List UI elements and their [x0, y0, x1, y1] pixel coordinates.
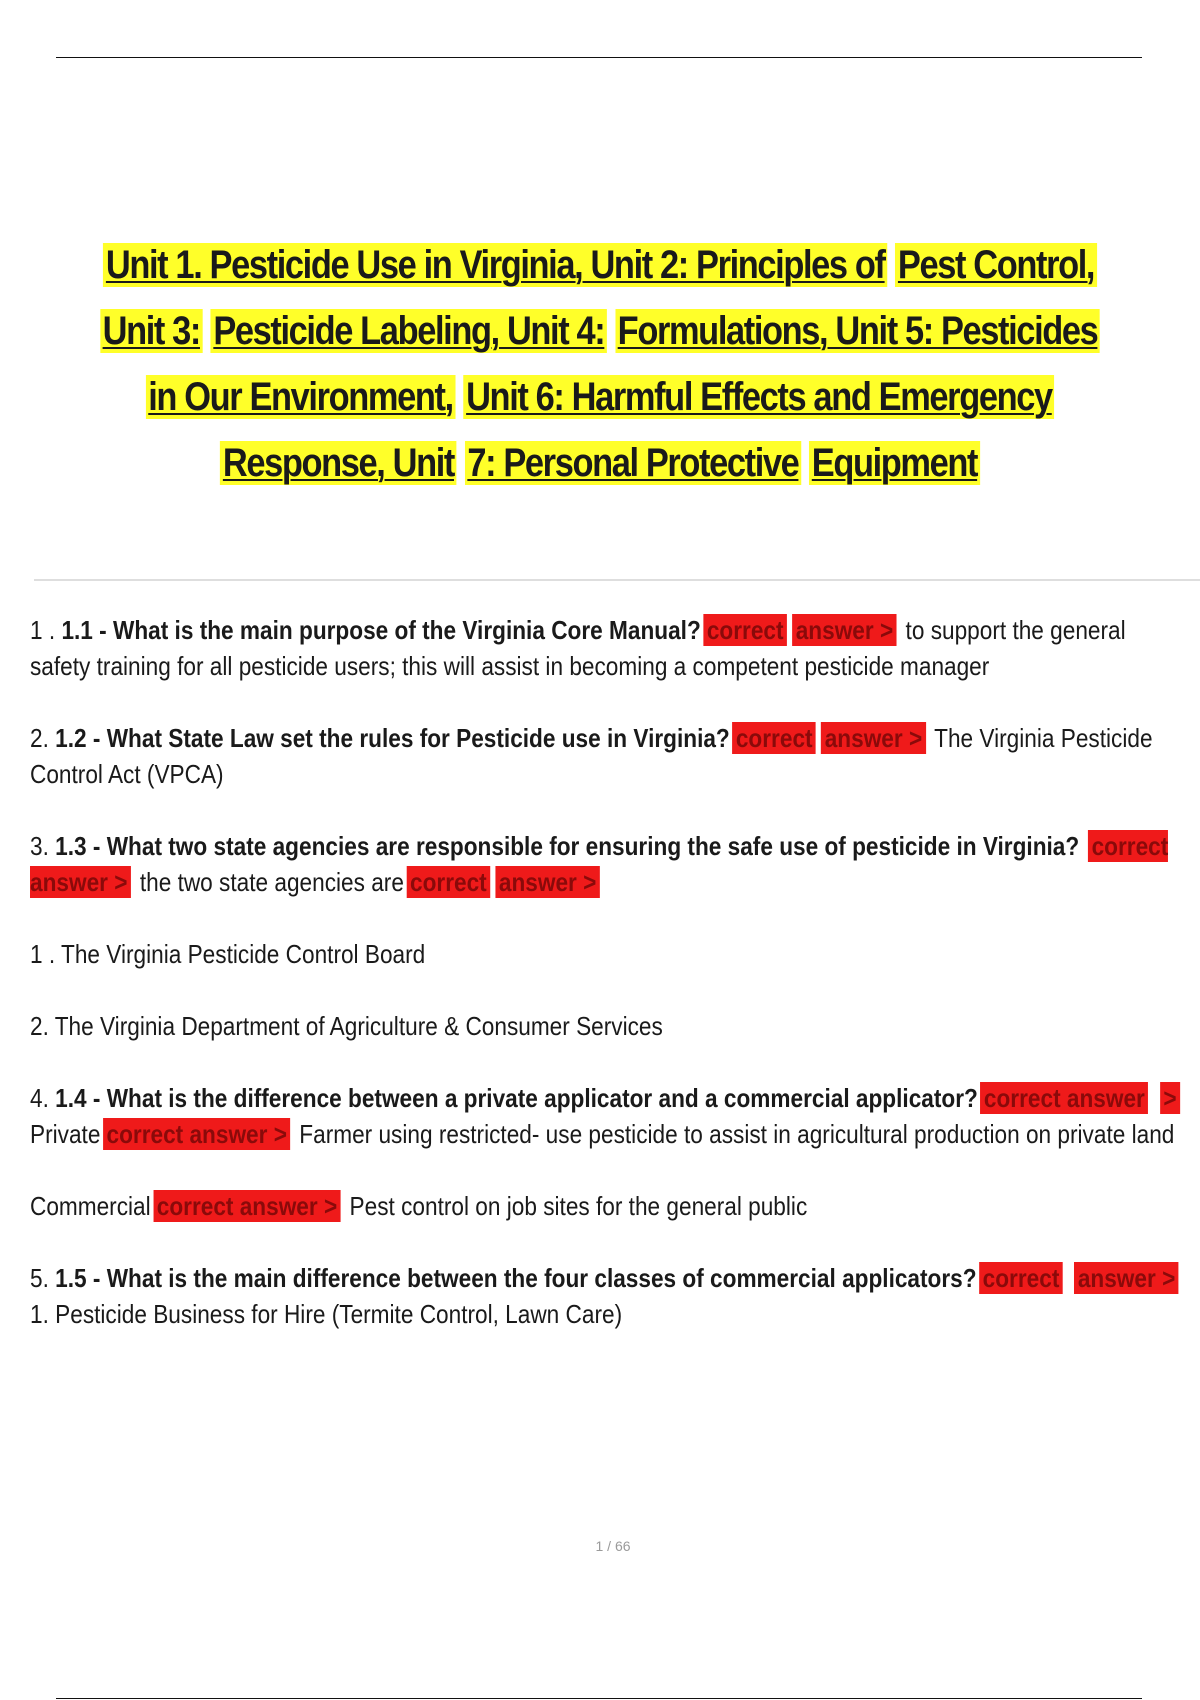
item-number: 3. — [30, 831, 56, 861]
answer-tag: answer > — [1074, 1262, 1178, 1294]
item-number: 1 . — [30, 615, 62, 645]
answer-text: Pest control on job sites for the general public — [349, 1191, 808, 1221]
answer-text: to support the general safety training for all pesticide users; this will assist in becoming a competent pesticide manager — [30, 615, 1126, 681]
qa-item-1 — [30, 612, 1187, 684]
qa-item-4 — [30, 1080, 1187, 1152]
answer-tag: correct — [407, 866, 491, 898]
answer-tag: answer > — [821, 722, 925, 754]
list-item: 1 . The Virginia Pesticide Control Board — [30, 939, 426, 969]
qa-item-5 — [30, 1260, 1187, 1332]
top-rule — [56, 57, 1142, 58]
page-number: 1 / 66 — [595, 1538, 631, 1554]
answer-text: 1. Pesticide Business for Hire (Termite Control, Lawn Care) — [30, 1299, 623, 1329]
answer-label: Commercial — [30, 1191, 151, 1221]
answer-tag: correct answer > — [153, 1190, 340, 1222]
section-divider — [34, 579, 1200, 581]
answer-tag: correct — [703, 614, 787, 646]
list-item: 2. The Virginia Department of Agriculture & Consumer Services — [30, 1011, 663, 1041]
title-segment: Unit 6: Harmful Effects and Emergency Response, Unit — [220, 375, 1054, 485]
item-number: 5. — [30, 1263, 56, 1293]
answer-tag: correct — [732, 722, 816, 754]
qa-item-4-commercial — [30, 1188, 1187, 1224]
answer-text: The Virginia Pesticide Control Act (VPCA) — [30, 723, 1153, 789]
bottom-rule — [56, 1698, 1142, 1699]
qa-item-2 — [30, 720, 1187, 792]
answer-text: Farmer using restricted- use pesticide to assist in agricultural production on private land — [299, 1119, 1175, 1149]
qa-content — [30, 612, 1187, 1368]
question-text: 1.1 - What is the main purpose of the Virginia Core Manual? — [61, 615, 701, 645]
answer-tag: correct answer — [980, 1082, 1148, 1114]
question-text: 1.3 - What two state agencies are responsible for ensuring the safe use of pesticide in Virginia? — [55, 831, 1080, 861]
item-number: 4. — [30, 1083, 56, 1113]
answer-tag: > — [1160, 1082, 1180, 1114]
item-number: 2. — [30, 723, 56, 753]
title-segment: Pesticide Labeling, Unit 4: — [211, 309, 607, 353]
question-text: 1.2 - What State Law set the rules for Pesticide use in Virginia? — [55, 723, 730, 753]
question-text: 1.4 - What is the difference between a private applicator and a commercial applicator? — [55, 1083, 978, 1113]
title-segment: Equipment — [809, 441, 980, 485]
answer-tag: answer > — [495, 866, 599, 898]
title-segment: Formulations, Unit 5: Pesticides in Our Environment, — [146, 309, 1100, 419]
answer-label: Private — [30, 1119, 101, 1149]
answer-text: the two state agencies are — [139, 867, 404, 897]
title-segment: Pest Control, Unit 3: — [100, 243, 1097, 353]
title-segment: 7: Personal Protective — [465, 441, 801, 485]
answer-tag: correct answer > — [30, 831, 1169, 897]
qa-item-3 — [30, 828, 1187, 900]
answer-tag: answer > — [792, 614, 896, 646]
question-text: 1.5 - What is the main difference between the four classes of commercial applicators? — [55, 1263, 977, 1293]
answer-tag: correct — [979, 1262, 1063, 1294]
title-segment: Unit 1. Pesticide Use in Virginia, Unit 2: Principles of — [103, 243, 887, 287]
document-title — [93, 232, 1108, 496]
answer-tag: correct answer > — [103, 1118, 290, 1150]
